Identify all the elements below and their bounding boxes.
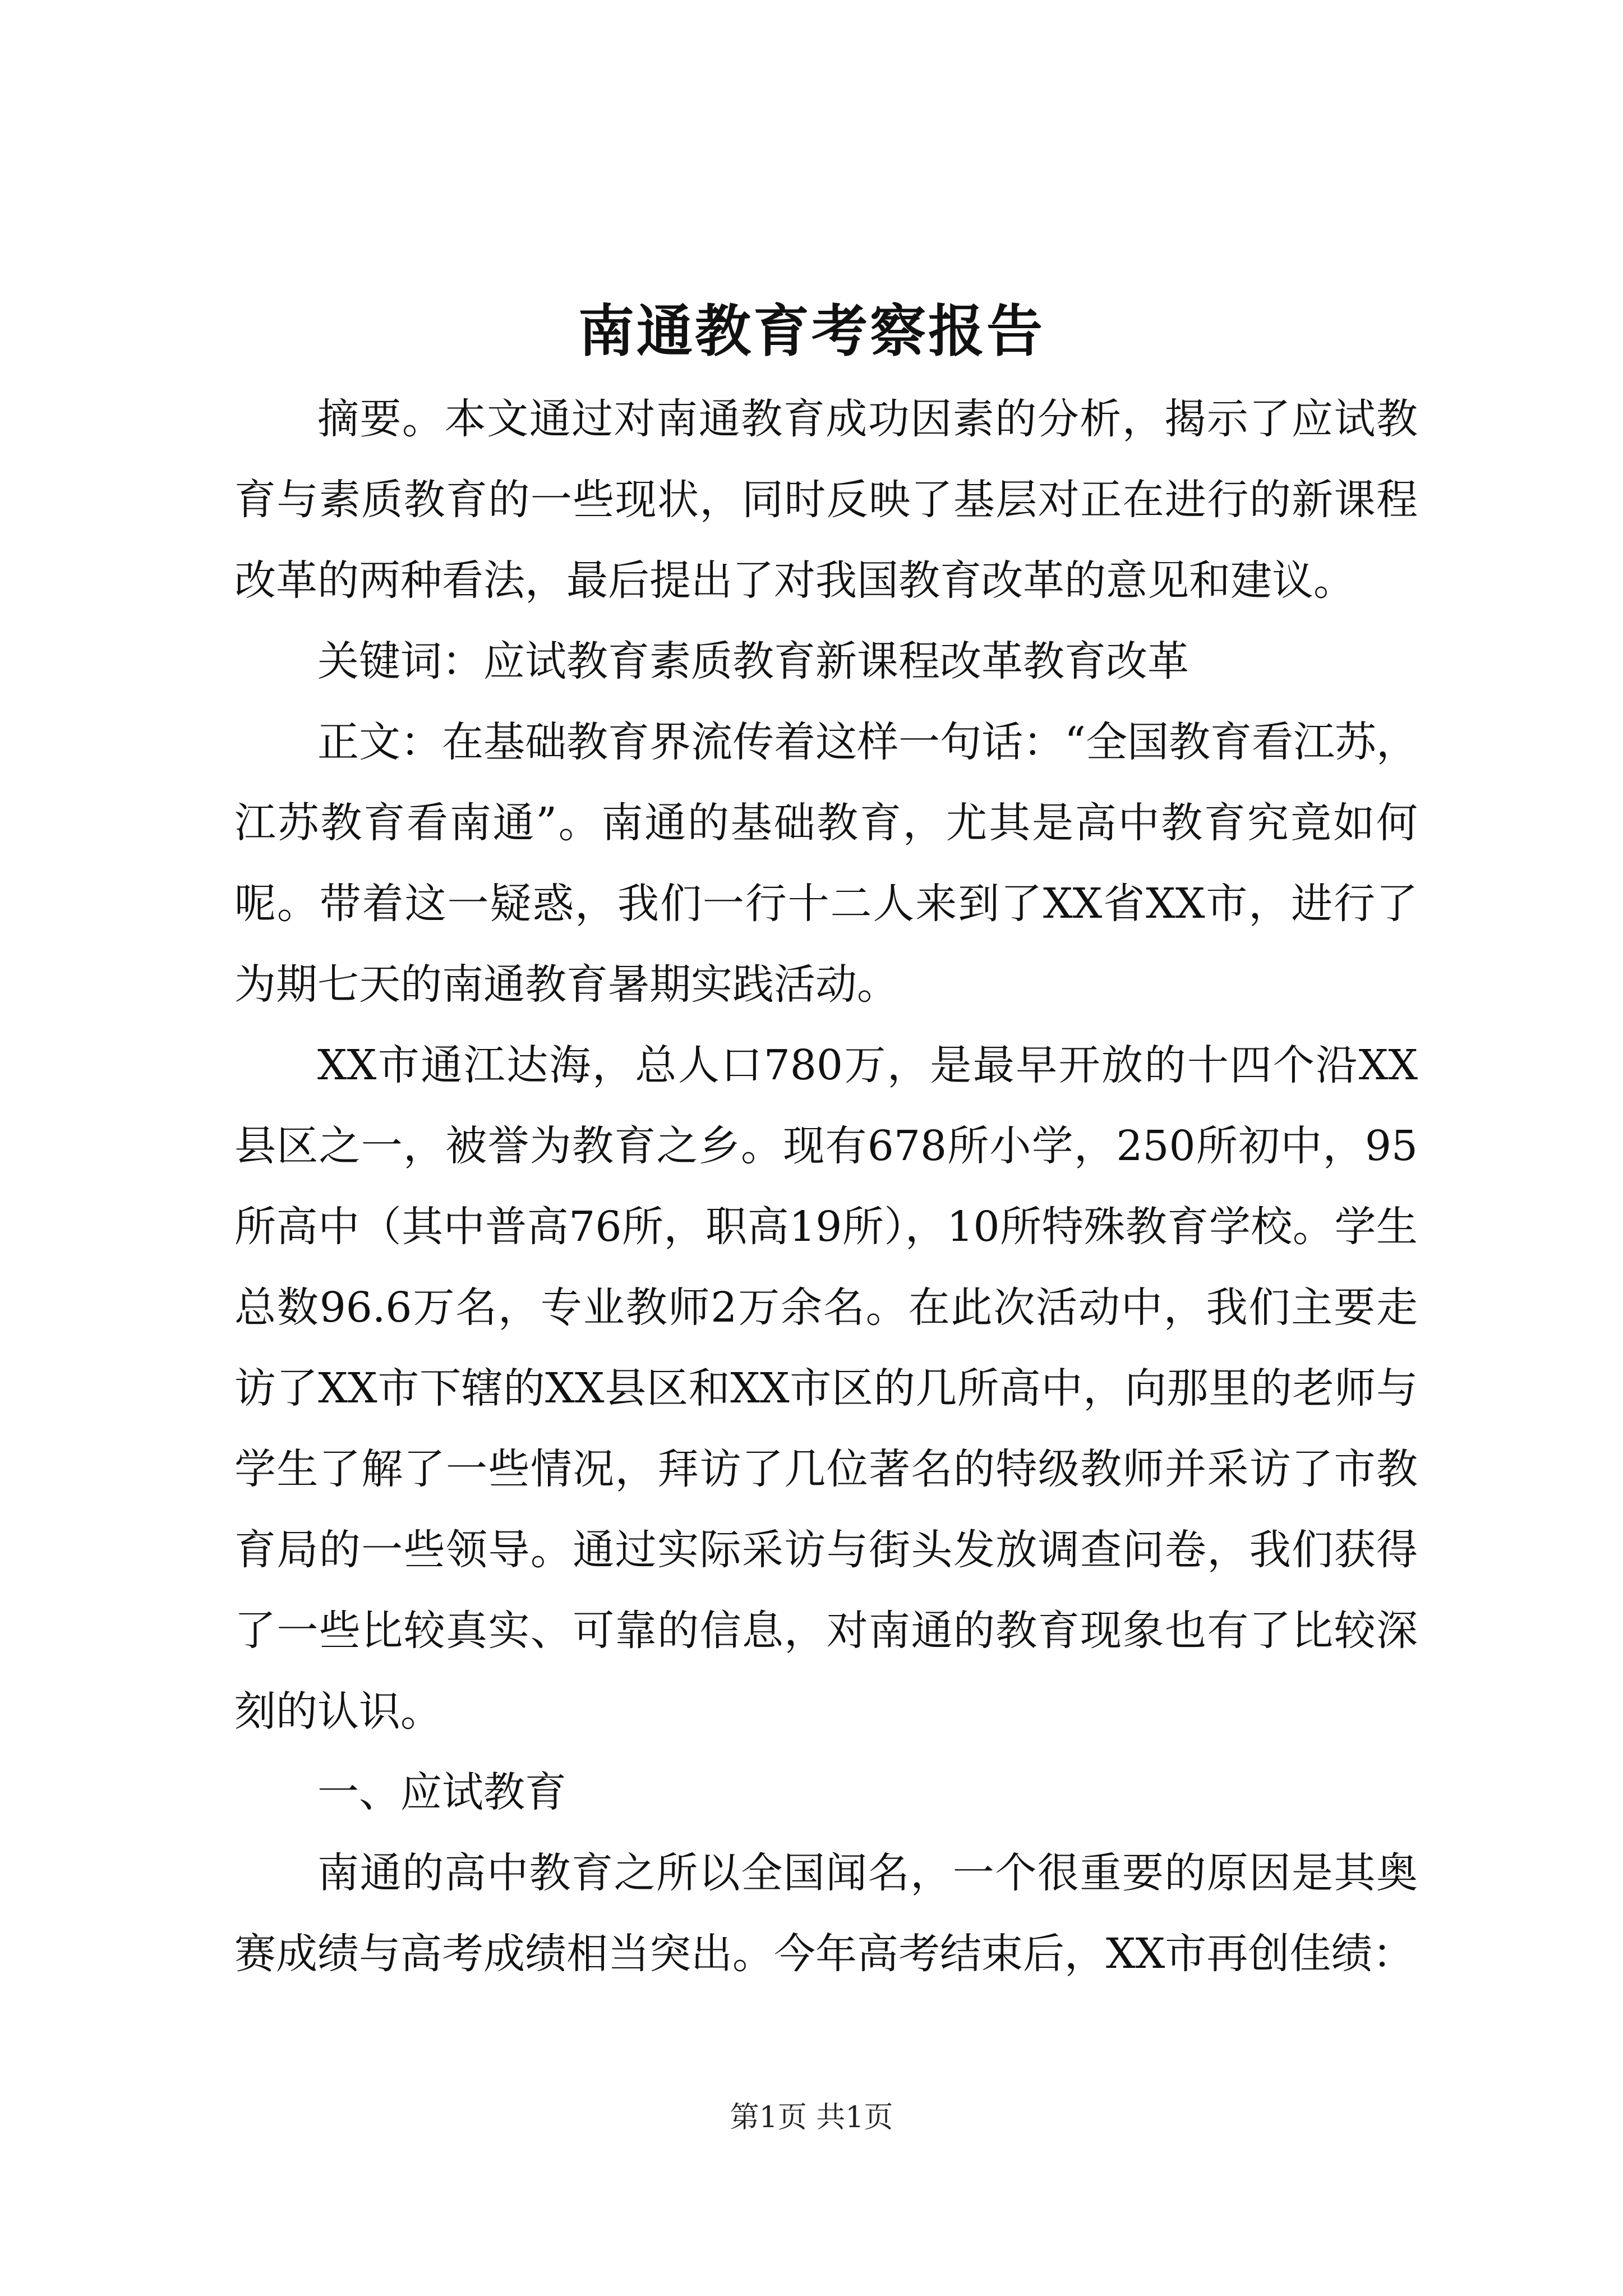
body-paragraph: XX市通江达海，总人口780万，是最早开放的十四个沿XX县区之一，被誉为教育之乡。现有678所小学，250所初中，95所高中（其中普高76所，职高19所），10所特殊教育学校。学生总数96.6万名，专业教师2万余名。在此次活动中，我们主要走访了XX市下辖的XX县区和XX市区的几所高中，向那里的老师与学生了解了一些情况，拜访了几位著名的特级教师并采访了市教育局的一些领导。通过实际采访与街头发放调查问卷，我们获得了一些比较真实、可靠的信息，对南通的教育现象也有了比较深刻的认识。 [234, 1041, 1418, 1736]
body-paragraph: 南通的高中教育之所以全国闻名，一个很重要的原因是其奥赛成绩与高考成绩相当突出。今年高考结束后，XX市再创佳绩： [234, 1849, 1418, 1978]
document-title: 南通教育考察报告 [578, 298, 1045, 364]
page-footer: 第1页 共1页 [730, 2101, 893, 2134]
abstract-paragraph: 摘要。本文通过对南通教育成功因素的分析，揭示了应试教育与素质教育的一些现状，同时反映了基层对正在进行的新课程改革的两种看法，最后提出了对我国教育改革的意见和建议。 [234, 395, 1418, 605]
section-heading: 一、应试教育 [317, 1768, 566, 1816]
document-body [234, 379, 1418, 1994]
keywords-paragraph: 关键词：应试教育素质教育新课程改革教育改革 [317, 637, 1189, 685]
body-paragraph: 正文：在基础教育界流传着这样一句话：“全国教育看江苏，江苏教育看南通”。南通的基础教育，尤其是高中教育究竟如何呢。带着这一疑惑，我们一行十二人来到了XX省XX市，进行了为期七天的南通教育暑期实践活动。 [234, 718, 1418, 1009]
